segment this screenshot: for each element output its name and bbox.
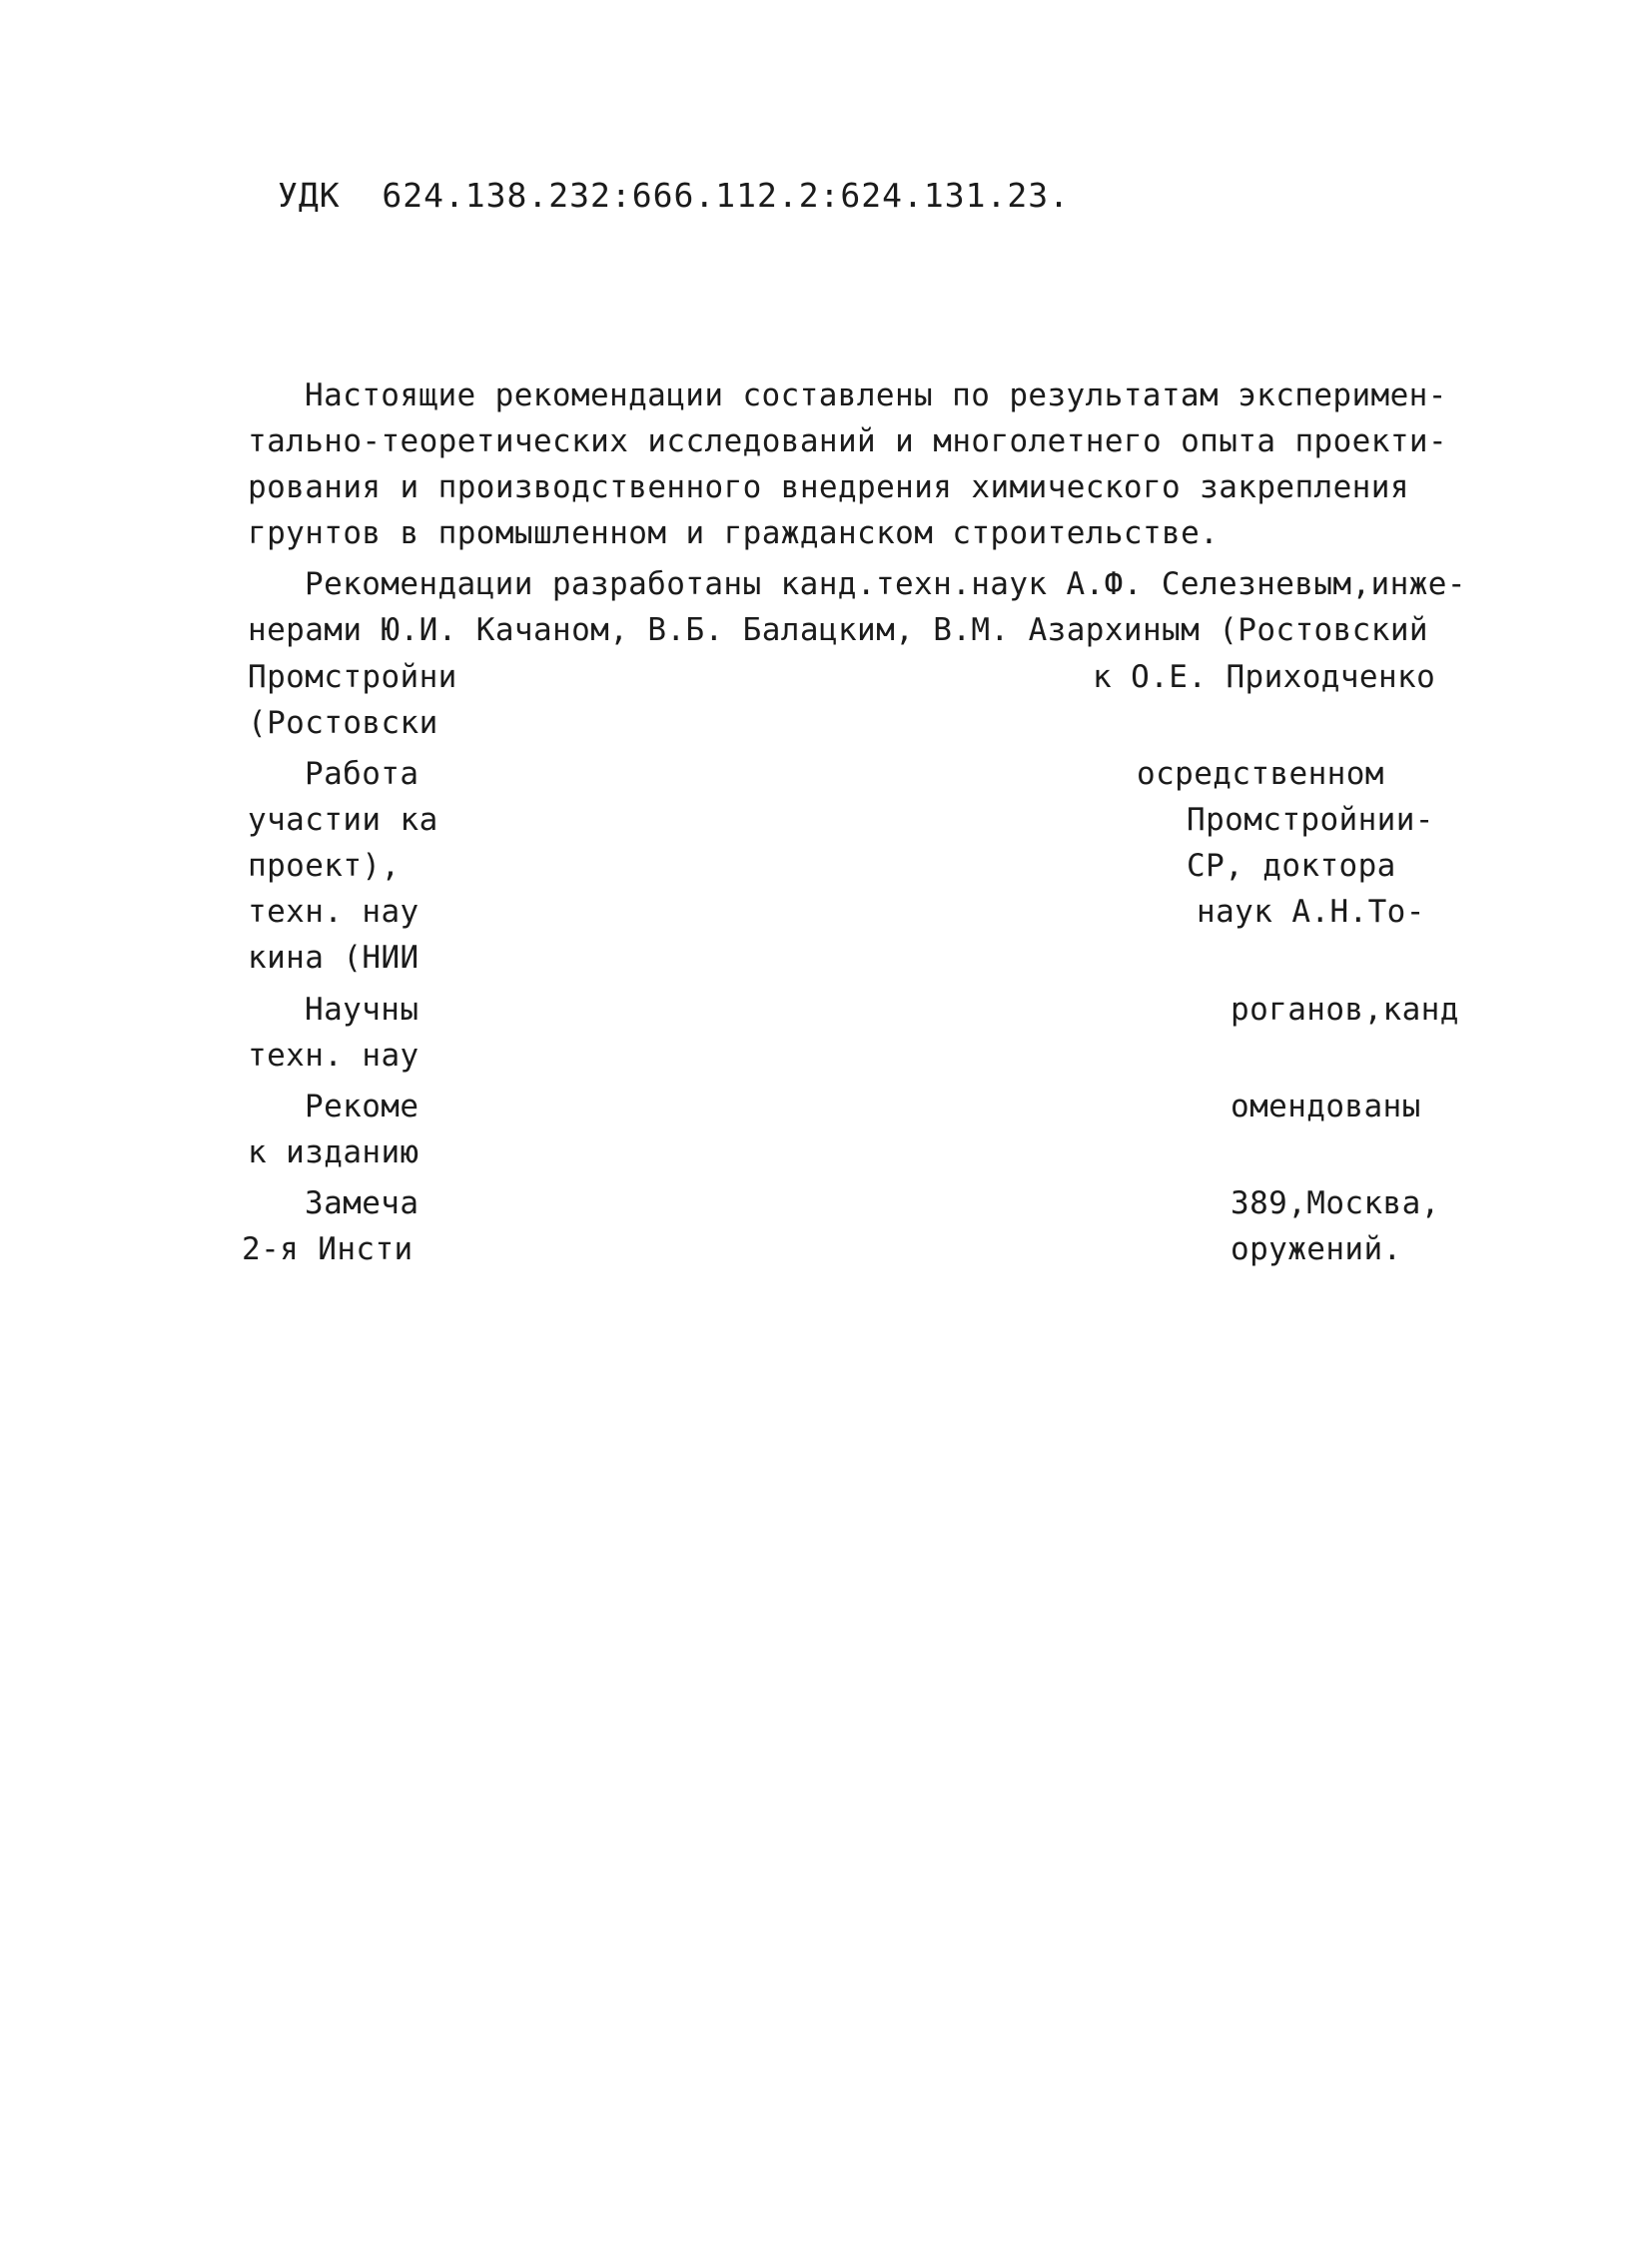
- recommended-line-2-left: к изданию: [248, 1134, 419, 1170]
- intro-line-2: тально-теоретических исследований и многолетнего опыта проекти-: [248, 423, 1448, 459]
- authors-line-4-left: (Ростовски: [248, 705, 438, 741]
- remarks-line-2-right: оружений.: [1231, 1231, 1402, 1267]
- intro-line-3: рования и производственного внедрения химического закрепления: [248, 469, 1409, 505]
- work-line-1-left: Работа: [305, 756, 419, 792]
- remarks-line-2-left: 2-я Инсти: [242, 1231, 413, 1267]
- remarks-line-1-left: Замеча: [305, 1185, 419, 1221]
- authors-line-2: нерами Ю.И. Качаном, В.Б. Балацким, В.М. Азархиным (Ростовский: [248, 612, 1428, 648]
- authors-line-1: Рекомендации разработаны канд.техн.наук А.Ф. Селезневым,инже-: [305, 566, 1466, 602]
- scientific-line-1-left: Научны: [305, 992, 419, 1028]
- intro-line-1: Настоящие рекомендации составлены по результатам эксперимен-: [305, 377, 1447, 413]
- work-line-2-right: Промстройнии-: [1187, 802, 1434, 838]
- scientific-line-1-right: роганов,канд: [1231, 992, 1459, 1028]
- work-line-5-left: кина (НИИ: [248, 940, 419, 976]
- work-line-1-right: осредственном: [1137, 756, 1384, 792]
- remarks-line-1-right: 389,Москва,: [1231, 1185, 1440, 1221]
- recommended-line-1-right: омендованы: [1231, 1089, 1421, 1124]
- work-line-3-left: проект),: [248, 848, 401, 884]
- intro-line-4: грунтов в промышленном и гражданском строительстве.: [248, 515, 1220, 551]
- work-line-4-right: наук А.Н.То-: [1197, 894, 1425, 930]
- work-line-2-left: участии ка: [248, 802, 438, 838]
- recommended-line-1-left: Рекоме: [305, 1089, 419, 1124]
- udk-code: УДК 624.138.232:666.112.2:624.131.23.: [278, 176, 1070, 215]
- authors-line-3-right: к О.Е. Приходченко: [1093, 659, 1436, 695]
- scientific-line-2-left: техн. нау: [248, 1038, 419, 1074]
- authors-line-3-left: Промстройни: [248, 659, 457, 695]
- work-line-4-left: техн. нау: [248, 894, 419, 930]
- work-line-3-right: СР, доктора: [1187, 848, 1396, 884]
